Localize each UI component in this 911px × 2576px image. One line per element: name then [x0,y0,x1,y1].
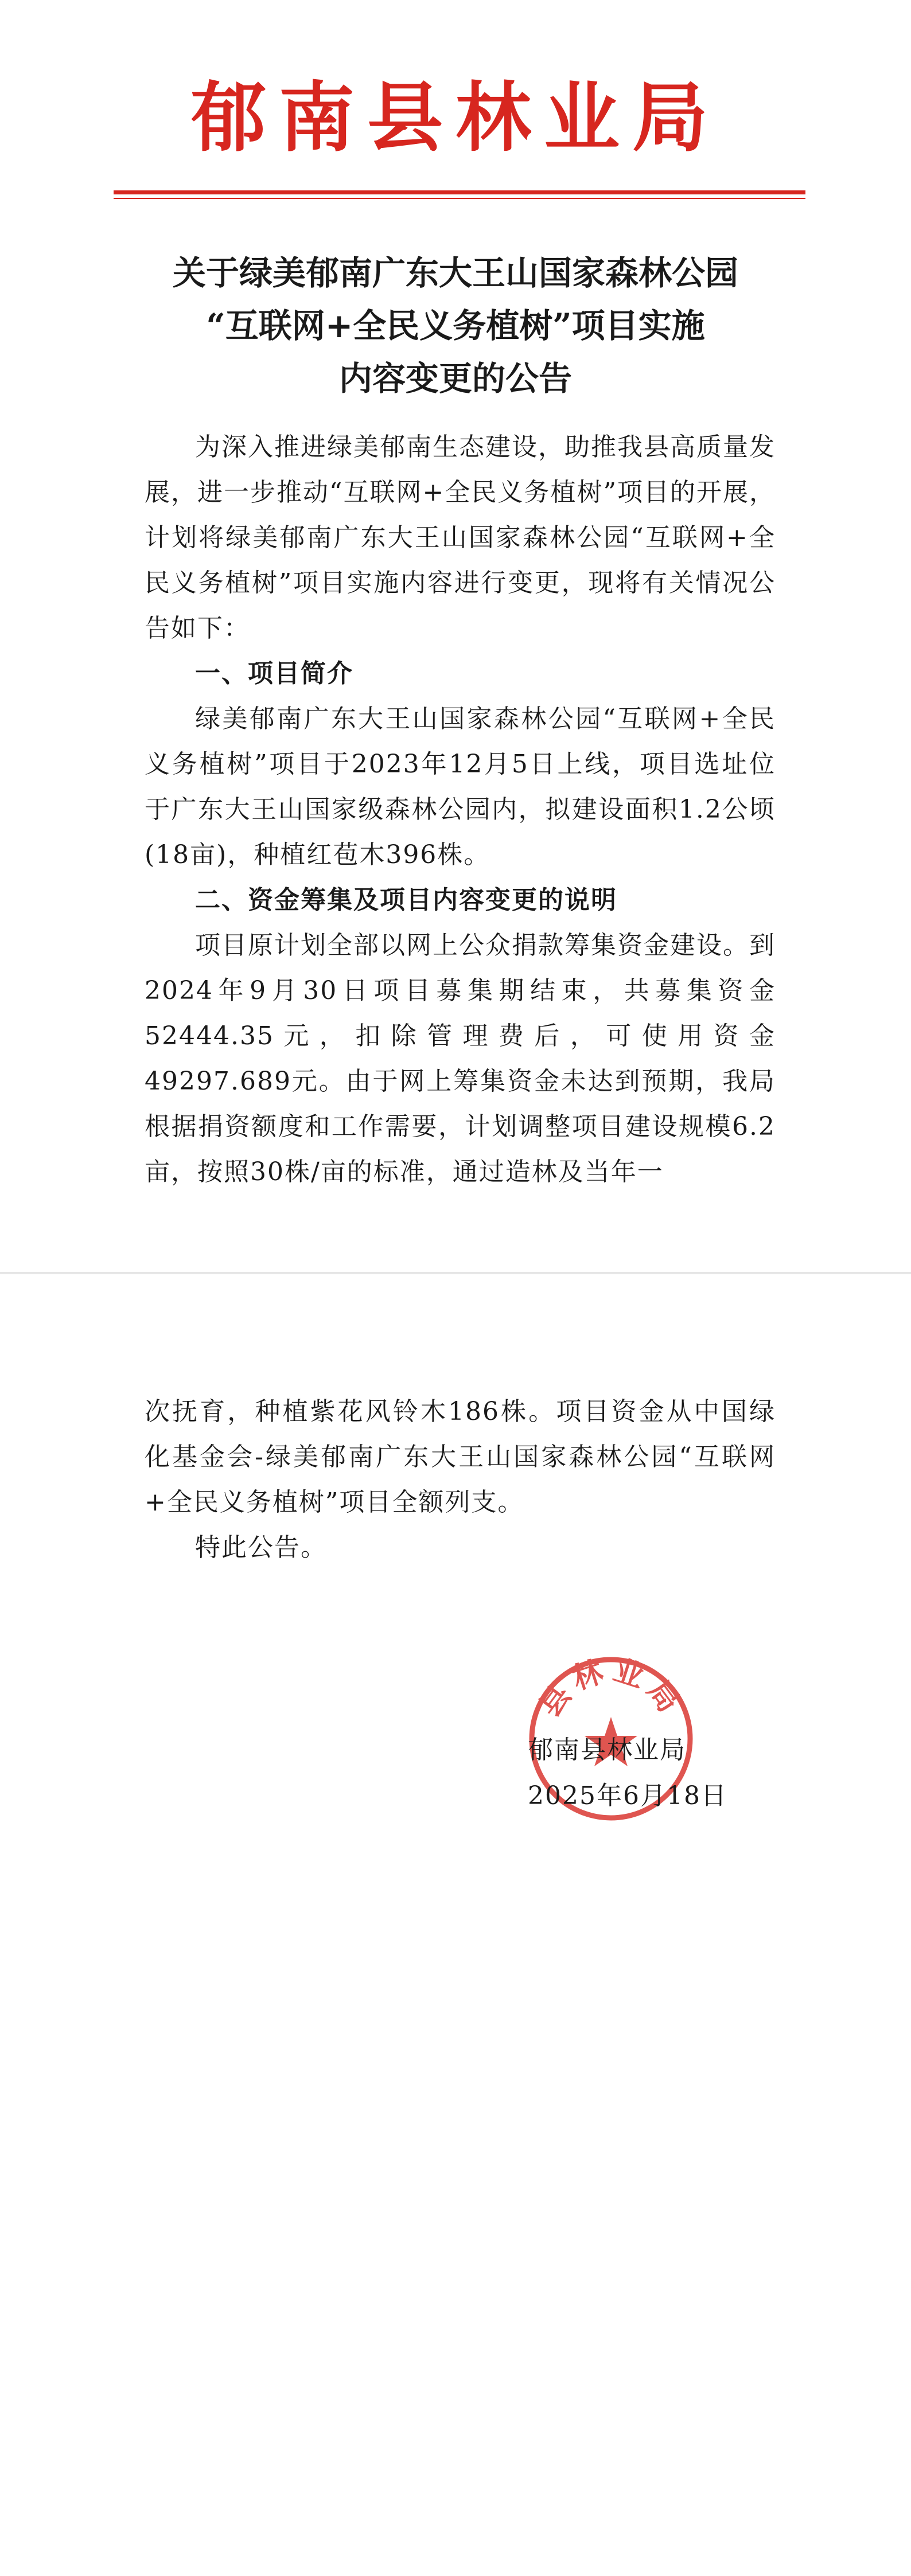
letterhead-red-rule-thin [114,198,805,199]
notice-body-page-1 [145,424,776,1195]
section-2-heading: 二、资金筹集及项目内容变更的说明 [195,885,617,915]
seal-arc-text: 县林业局 [532,1653,690,1724]
section-1-paragraph: 绿美郁南广东大王山国家森林公园“互联网+全民义务植树”项目于2023年12月5日上线，项目选址位于广东大王山国家级森林公园内，拟建设面积1.2公顷(18亩)，种植红苞木396株。 [145,704,776,869]
notice-title-line-3: 内容变更的公告 [338,359,572,398]
section-2-paragraph-part-1: 项目原计划全部以网上公众捐款筹集资金建设。到2024年9月30日项目募集期结束，共募集资金52444.35元，扣除管理费后，可使用资金49297.689元。由于网上筹集资金未达到预期，我局根据捐资额度和工作需要，计划调整项目建设规模6.2亩，按照30株/亩的标准，通过造林及当年一 [145,931,776,1186]
signature-block [528,1727,727,1819]
notice-title-line-1: 关于绿美郁南广东大王山国家森林公园 [172,253,738,292]
section-1-heading: 一、项目简介 [195,659,353,688]
page-1 [0,0,911,1274]
page-2 [0,1274,911,2576]
letterhead-red-rule [114,190,805,194]
notice-title [0,247,911,405]
intro-paragraph: 为深入推进绿美郁南生态建设，助推我县高质量发展，进一步推动“互联网+全民义务植树”项目的开展，计划将绿美郁南广东大王山国家森林公园“互联网+全民义务植树”项目实施内容进行变更，现将有关情况公告如下： [145,432,776,643]
letterhead-org-name: 郁南县林业局 [190,74,721,162]
notice-body-page-2 [145,1389,776,1570]
signature-date: 2025年6月18日 [528,1781,727,1810]
closing-line: 特此公告。 [195,1533,327,1562]
notice-title-line-2: “互联网+全民义务植树”项目实施 [206,306,705,345]
signature-org: 郁南县林业局 [528,1735,686,1765]
section-2-paragraph-part-2: 次抚育，种植紫花风铃木186株。项目资金从中国绿化基金会-绿美郁南广东大王山国家森林公园“互联网+全民义务植树”项目全额列支。 [145,1397,776,1517]
